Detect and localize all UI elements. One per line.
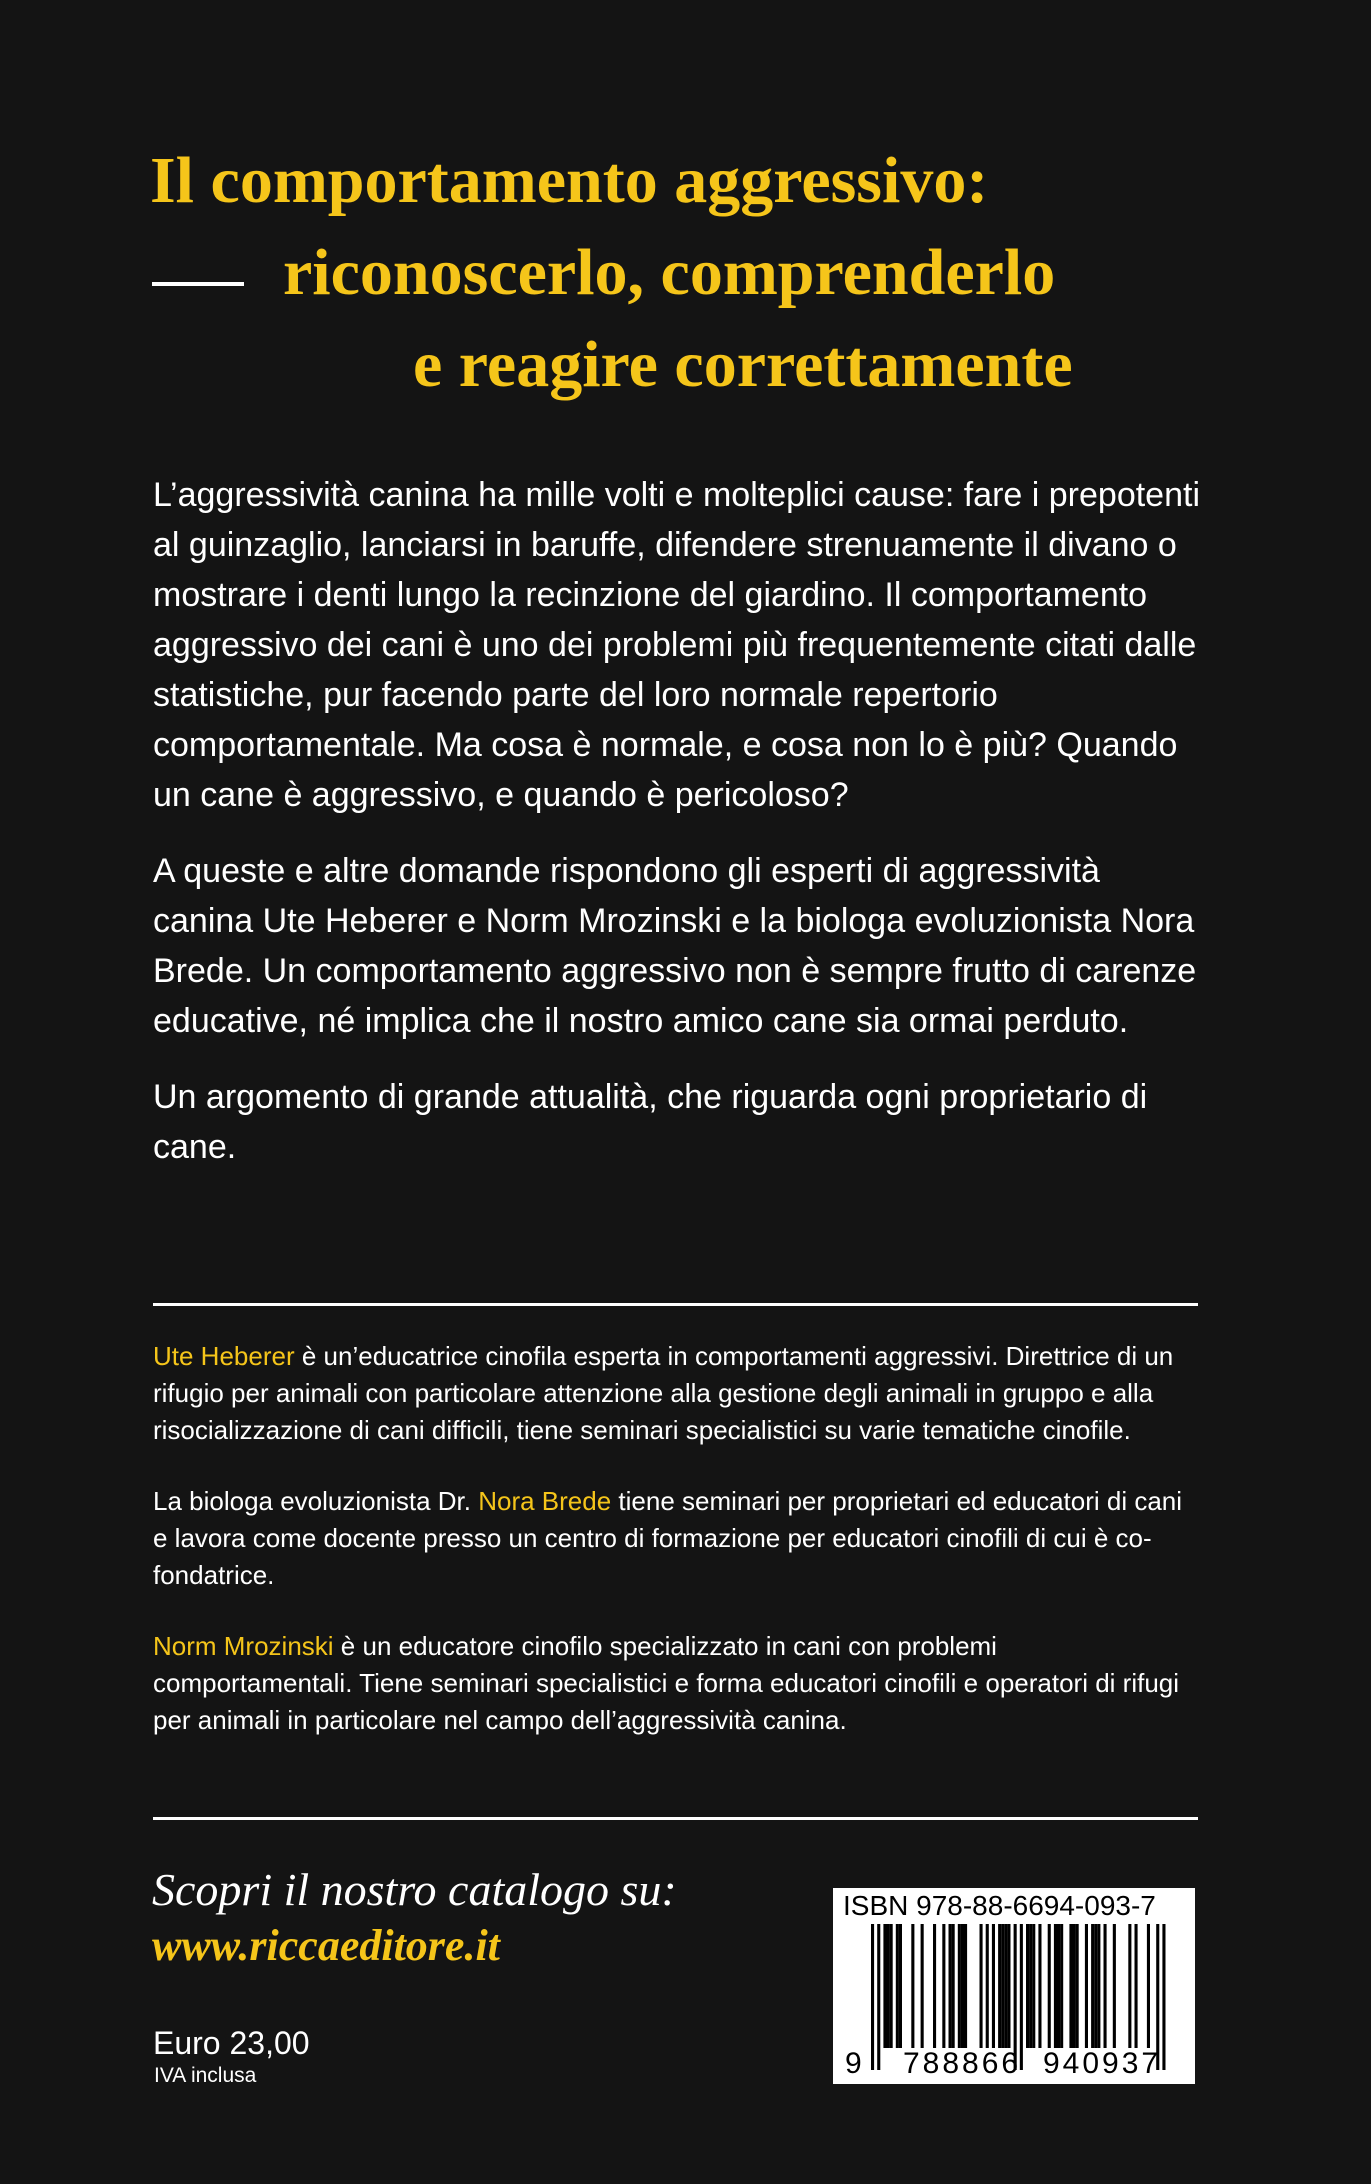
author-name-brede: Nora Brede xyxy=(478,1486,612,1516)
barcode-bar xyxy=(1085,1924,1088,2048)
barcode-bar xyxy=(1094,1924,1097,2048)
blurb-paragraph-3: Un argomento di grande attualità, che riguarda ogni proprietario di cane. xyxy=(153,1078,1148,1166)
barcode-bar xyxy=(921,1924,924,2048)
barcode-bar xyxy=(1029,1924,1032,2048)
title-line-1: Il comportamento aggressivo: xyxy=(150,144,989,217)
ean-first-digit: 9 xyxy=(845,2047,862,2080)
barcode-bar xyxy=(992,1924,995,2048)
barcode-bar xyxy=(949,1924,952,2048)
book-title xyxy=(150,135,1250,411)
isbn-label: ISBN 978-88-6694-093-7 xyxy=(843,1890,1156,1921)
barcode-bar xyxy=(986,1924,989,2048)
barcode-bar xyxy=(1097,1924,1100,2048)
barcode-bar xyxy=(964,1924,967,2048)
barcode-bar xyxy=(980,1924,983,2048)
barcode-bar xyxy=(871,1924,874,2070)
author-bios xyxy=(153,1338,1203,1773)
author-text-heberer: è un’educatrice cinofila esperta in comportamenti aggressivi. Direttrice di un rifugio per animali con particolare attenzione alla gestione degli animali in gruppo e alla risocializzazione di cani difficili, tiene seminari specialistici su varie tematiche cinofile. xyxy=(153,1341,1174,1445)
barcode-bar xyxy=(1113,1924,1116,2048)
vat-note: IVA inclusa xyxy=(154,2064,257,2087)
isbn-barcode xyxy=(833,1888,1195,2084)
author-name-heberer: Ute Heberer xyxy=(153,1341,295,1371)
barcode-bar xyxy=(883,1924,886,2048)
barcode-bar xyxy=(887,1924,890,2048)
barcode-bar xyxy=(1069,1924,1072,2048)
barcode-bar xyxy=(1091,1924,1094,2048)
barcode-bar xyxy=(1128,1924,1131,2048)
ean-left-group: 788866 xyxy=(903,2047,1022,2080)
barcode-bar xyxy=(998,1924,1001,2048)
author-name-mrozinski: Norm Mrozinski xyxy=(153,1631,334,1661)
barcode-bar xyxy=(1162,1924,1165,2070)
price: Euro 23,00 xyxy=(153,2025,310,2061)
barcode-bar xyxy=(1026,1924,1029,2048)
catalog-label: Scopri il nostro catalogo su: xyxy=(152,1864,677,1915)
ean-right-group: 940937 xyxy=(1043,2047,1162,2080)
divider-bottom xyxy=(153,1817,1198,1820)
barcode-bar xyxy=(1135,1924,1138,2048)
barcode-bar xyxy=(1060,1924,1063,2048)
publisher-website[interactable]: www.riccaeditore.it xyxy=(152,1921,500,1970)
barcode-bar xyxy=(933,1924,936,2048)
barcode-bar xyxy=(1076,1924,1079,2048)
barcode-bar xyxy=(952,1924,955,2048)
author-prefix-brede: La biologa evoluzionista Dr. xyxy=(153,1486,479,1516)
author-bio-brede xyxy=(153,1483,1203,1594)
barcode-bar xyxy=(911,1924,914,2048)
divider-top xyxy=(153,1303,1198,1306)
barcode-bar xyxy=(942,1924,945,2048)
barcode-bar xyxy=(1073,1924,1076,2048)
barcode-bar xyxy=(896,1924,899,2048)
barcode-bar xyxy=(1104,1924,1107,2048)
barcode-bar xyxy=(899,1924,902,2048)
barcode-bar xyxy=(1032,1924,1035,2048)
author-bio-heberer xyxy=(153,1338,1203,1449)
barcode-bar xyxy=(1147,1924,1150,2048)
title-line-3: e reagire correttamente xyxy=(413,328,1073,401)
author-bio-mrozinski xyxy=(153,1628,1203,1739)
barcode-bar xyxy=(890,1924,893,2048)
barcode-bar xyxy=(961,1924,964,2048)
blurb-paragraph-2: A queste e altre domande rispondono gli esperti di aggressività canina Ute Heberer e Norm Mrozinski e la biologa evoluzionista Nora Brede. Un comportamento aggressivo non è sempre frutto di carenze educative, né implica che il nostro amico cane sia ormai perduto. xyxy=(153,852,1197,1040)
barcode-bar xyxy=(1001,1924,1004,2048)
blurb xyxy=(153,470,1203,1198)
author-text-mrozinski: è un educatore cinofilo specializzato in cani con problemi comportamentali. Tiene seminari specialistici e forma educatori cinofili e operatori di rifugi per animali in particolare nel campo dell’aggressività canina. xyxy=(153,1631,1180,1735)
barcode-bar xyxy=(958,1924,961,2048)
blurb-paragraph-1: L’aggressività canina ha mille volti e molteplici cause: fare i prepotenti al guinzaglio, lanciarsi in baruffe, difendere strenuamente il divano o mostrare i denti lungo la recinzione del giardino. Il comportamento aggressivo dei cani è uno dei problemi più frequentemente citati dalle statistiche, pur facendo parte del loro normale repertorio comportamentale. Ma cosa è normale, e cosa non lo è più? Quando un cane è aggressivo, e quando è pericoloso? xyxy=(153,476,1200,814)
title-line-2: riconoscerlo, comprenderlo xyxy=(283,236,1056,309)
barcode-bar xyxy=(1007,1924,1010,2048)
barcode-bar xyxy=(1054,1924,1057,2048)
barcode-bar xyxy=(1057,1924,1060,2048)
barcode-bar xyxy=(877,1924,880,2070)
barcode-bar xyxy=(1038,1924,1041,2048)
author-text-brede: tiene seminari per proprietari ed educatori di cani e lavora come docente presso un centro di formazione per educatori cinofili di cui è co-fondatrice. xyxy=(153,1486,1183,1590)
barcode-bar xyxy=(1048,1924,1051,2048)
title-dash-rule xyxy=(152,282,244,286)
barcode-bar xyxy=(1004,1924,1007,2048)
